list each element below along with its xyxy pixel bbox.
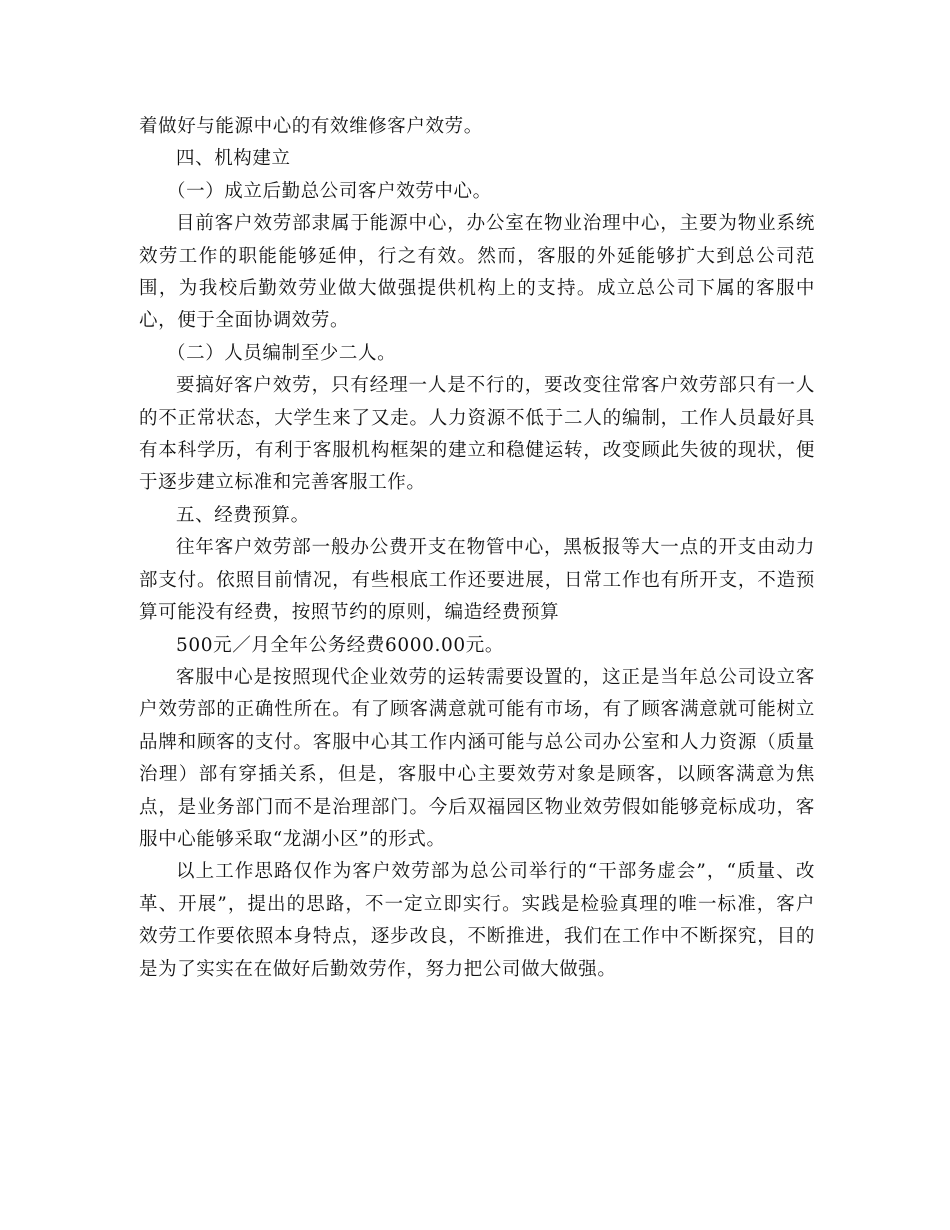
paragraph-body: 要搞好客户效劳，只有经理一人是不行的，要改变往常客户效劳部只有一人的不正常状态，大学生来了又走。人力资源不低于二人的编制，工作人员最好具有本科学历，有利于客服机构框架的建立和稳健运转，改变顾此失彼的现状，便于逐步建立标准和完善客服工作。 [139,375,815,494]
subsection-heading-one: （一）成立后勤总公司客户效劳中心。 [167,180,492,202]
paragraph-body: 往年客户效劳部一般办公费开支在物管中心，黑板报等大一点的开支由动力部支付。依照目前情况，有些根底工作还要进展，日常工作也有所开支，不造预算可能没有经费，按照节约的原则，编造经费预算 [139,537,815,624]
paragraph-body: 目前客户效劳部隶属于能源中心，办公室在物业治理中心，主要为物业系统效劳工作的职能能够延伸，行之有效。然而，客服的外延能够扩大到总公司范围，为我校后勤效劳业做大做强提供机构上的支持。成立总公司下属的客服中心，便于全面协调效劳。 [139,213,815,332]
paragraph-continuation: 着做好与能源中心的有效维修客户效劳。 [139,116,483,137]
paragraph-body: 客服中心是按照现代企业效劳的运转需要设置的，这正是当年总公司设立客户效劳部的正确性所在。有了顾客满意就可能有市场，有了顾客满意就可能树立品牌和顾客的支付。客服中心其工作内涵可能与总公司办公室和人力资源（质量治理）部有穿插关系，但是，客服中心主要效劳对象是顾客，以顾客满意为焦点，是业务部门而不是治理部门。今后双福园区物业效劳假如能够竞标成功，客服中心能够采取“龙湖小区”的形式。 [139,666,815,850]
document-body [139,111,815,986]
paragraph-body: 以上工作思路仅作为客户效劳部为总公司举行的“干部务虚会”，“质量、改革、开展”，提出的思路，不一定立即实行。实践是检验真理的唯一标准，客户效劳工作要依照本身特点，逐步改良，不断推进，我们在工作中不断探究，目的是为了实实在在做好后勤效劳作，努力把公司做大做强。 [139,861,815,980]
budget-line: 500元／月全年公务经费6000.00元。 [176,634,504,656]
subsection-heading-two: （二）人员编制至少二人。 [167,342,397,364]
section-heading-four: 四、机构建立 [176,148,291,170]
section-heading-five: 五、经费预算。 [176,504,310,526]
